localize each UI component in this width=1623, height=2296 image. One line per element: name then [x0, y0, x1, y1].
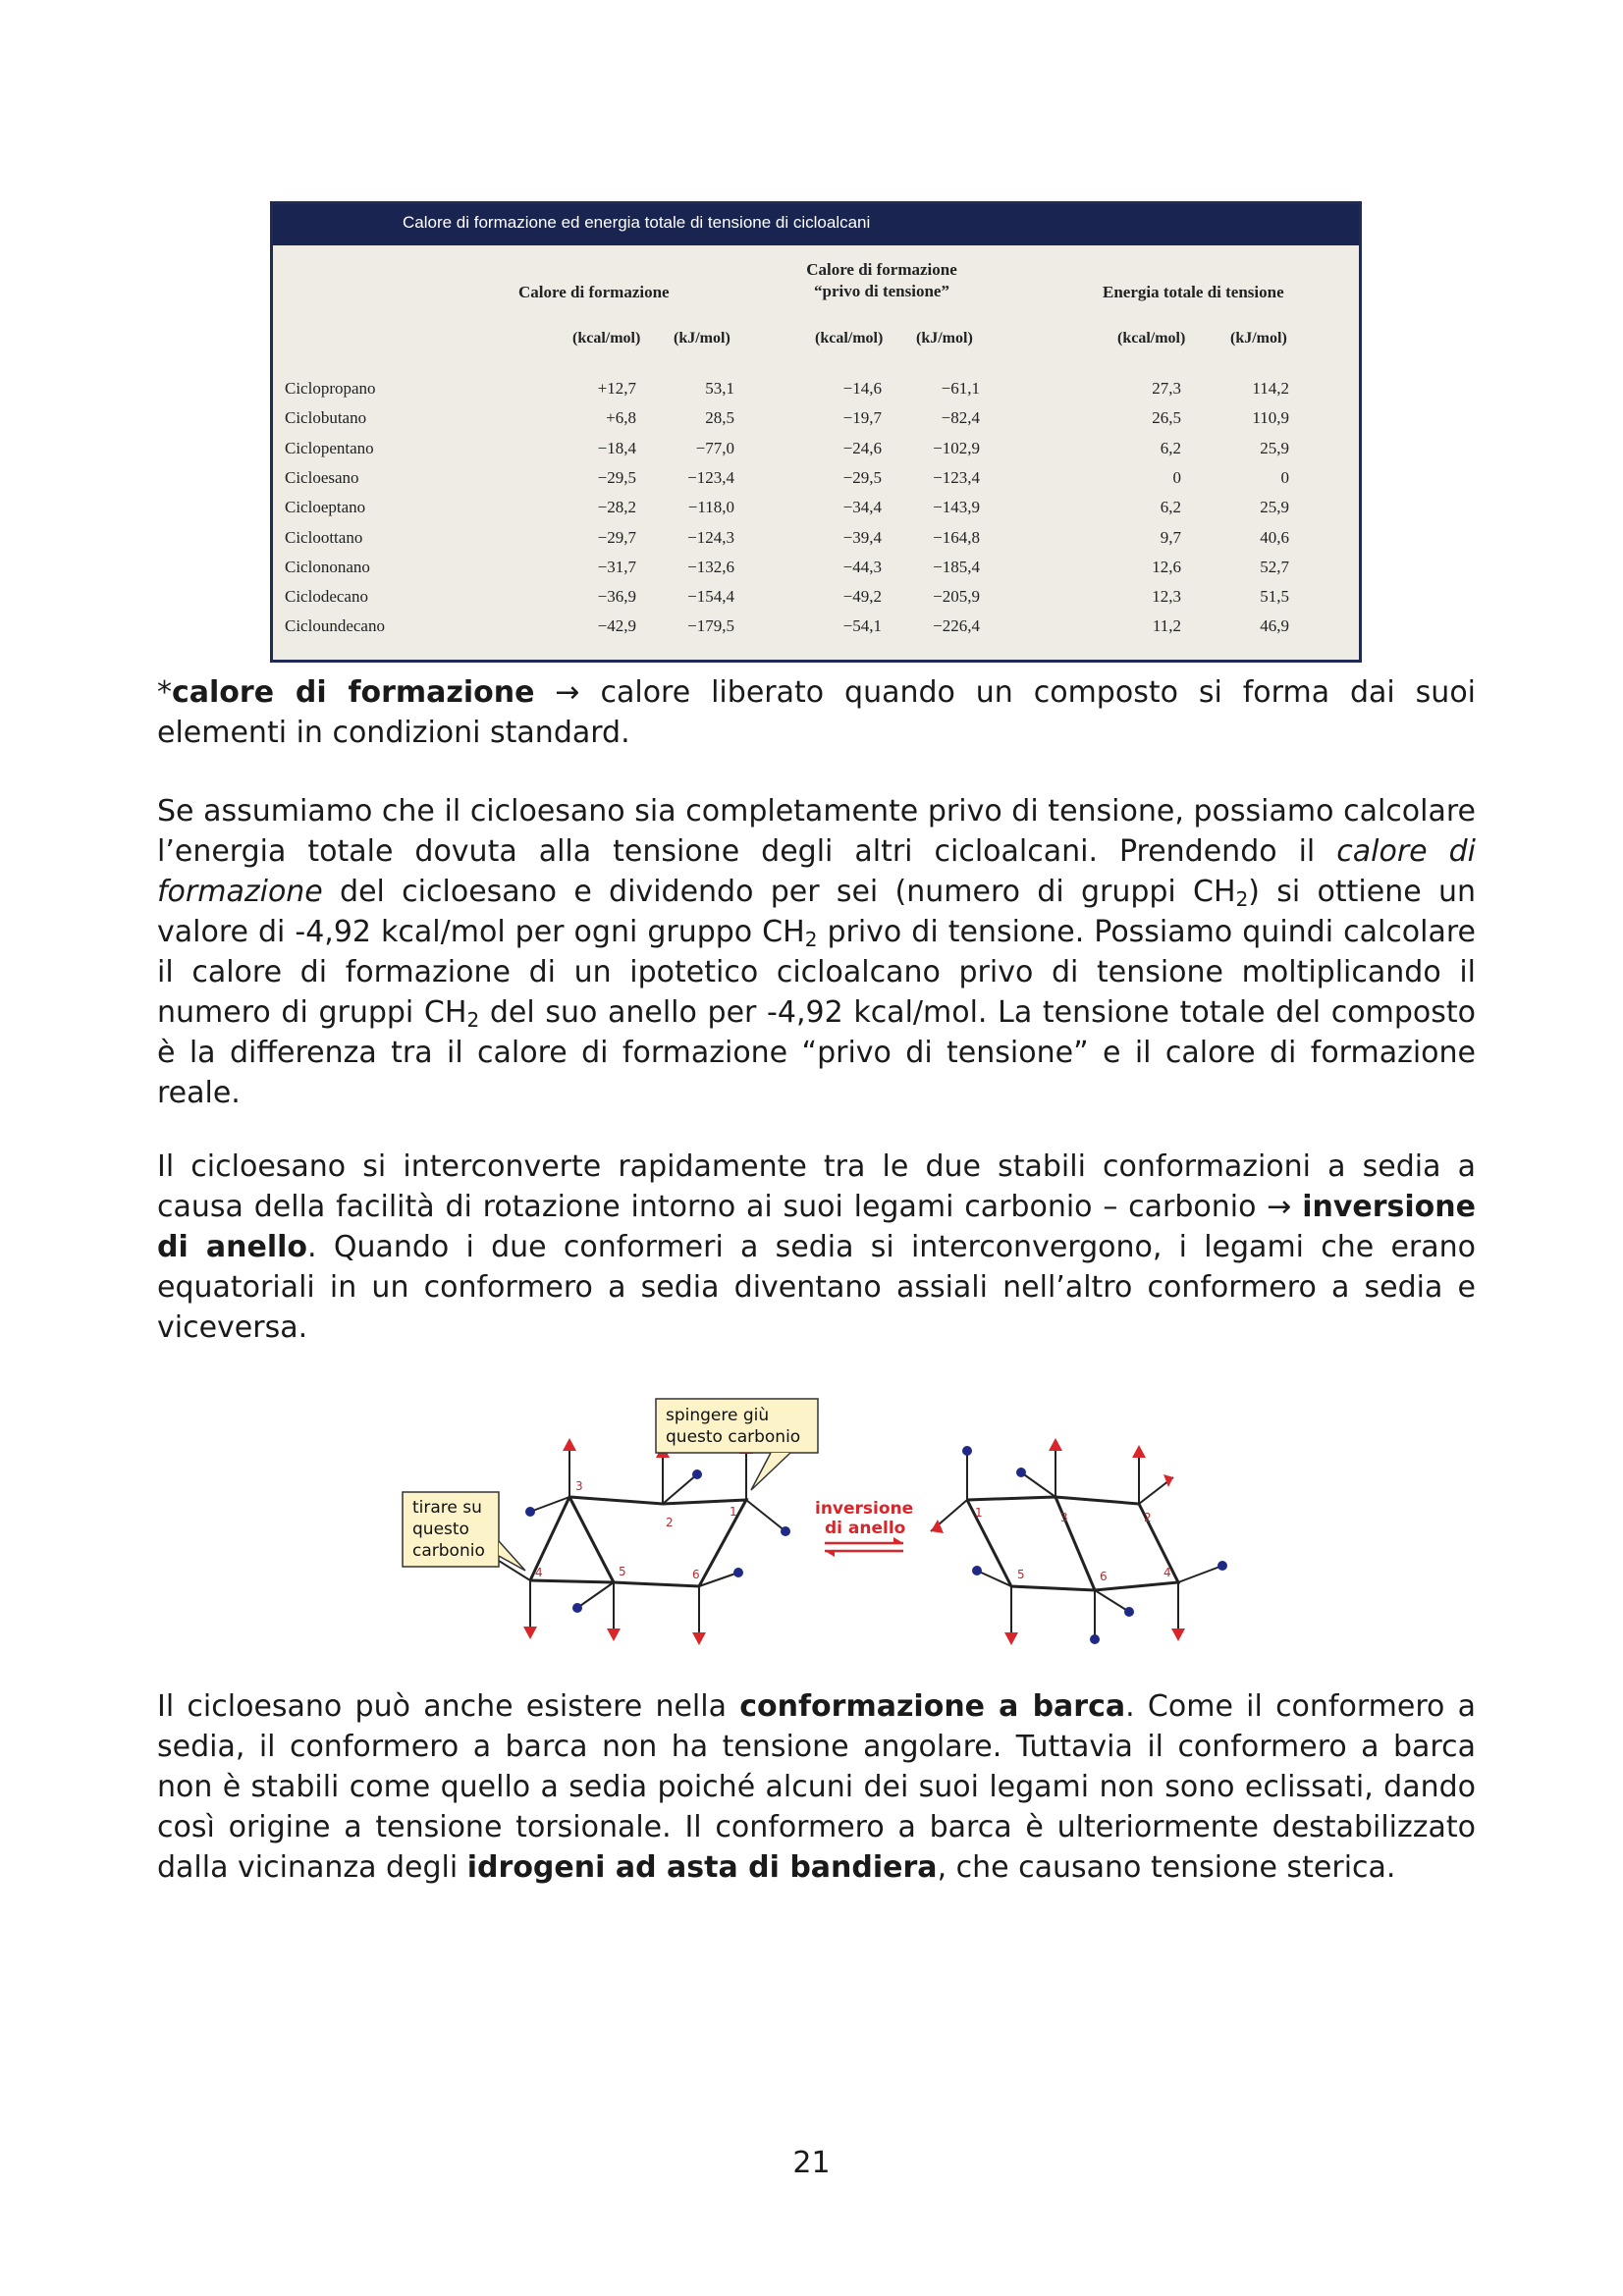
table-cell: −29,5 [842, 467, 882, 487]
table-figure [270, 201, 1362, 663]
table-cell: 6,2 [1160, 498, 1181, 517]
boat-text-1: Il cicloesano può anche esistere nella [157, 1689, 740, 1724]
pull-label-2: questo [412, 1520, 469, 1539]
table-cell: −143,9 [933, 498, 980, 517]
table-cell: +6,8 [606, 408, 636, 428]
left-c1-label: 1 [730, 1505, 737, 1519]
col-group-strainfree-2: “privo di tensione” [814, 282, 949, 300]
right-axial-atoms [931, 1438, 1185, 1645]
table-cell: 110,9 [1252, 408, 1289, 428]
col-group-heat: Calore di formazione [518, 283, 670, 301]
table-cell: −42,9 [597, 616, 636, 636]
definition-arrow: → [534, 675, 601, 710]
table-cell: 28,5 [705, 408, 734, 428]
unit-hf-kj: (kJ/mol) [674, 330, 730, 347]
table-cell: −102,9 [933, 438, 980, 457]
right-c5-label: 5 [1017, 1568, 1025, 1581]
table-title: Calore di formazione ed energia totale di tensione di cicloalcani [403, 213, 871, 232]
table-cell: −185,4 [933, 557, 980, 576]
table-row-label: Cicloottano [285, 527, 363, 547]
table-row-label: Cicloundecano [285, 616, 385, 636]
left-chair-ring [530, 1497, 746, 1586]
table-cell: 40,6 [1260, 527, 1289, 547]
boat-term: conformazione a barca [739, 1689, 1126, 1724]
table-row-label: Cicloesano [285, 467, 359, 487]
push-down-callout [656, 1399, 818, 1490]
col-group-strainfree-1: Calore di formazione [806, 260, 957, 279]
table-cell: −123,4 [933, 467, 980, 487]
definition-star: * [157, 675, 172, 710]
pull-up-callout [403, 1492, 525, 1571]
ring-flip-term: inversione di anello [157, 1190, 1476, 1264]
table-cell: −34,4 [842, 498, 882, 517]
strain-paragraph [157, 791, 1476, 1113]
ring-flip-text-1: Il cicloesano si interconverte rapidamente tra le due stabili conformazioni a sedia a causa della facilità di rotazione intorno ai suoi legami carbonio – carbonio → [157, 1149, 1476, 1224]
boat-text-3: , che causano tensione sterica. [937, 1850, 1396, 1885]
table-cell: −49,2 [842, 587, 882, 607]
table-cell: −205,9 [933, 587, 980, 607]
boat-text-2: . Come il conformero a sedia, il conformero a barca non ha tensione angolare. Tuttavia il conformero a barca non è stabili come quello a sedia poiché alcuni dei suoi legami non sono eclissati, dando così origine a tensione torsionale. Il conformero a barca è ulteriormente destabilizzato dalla vicinanza degli [157, 1689, 1476, 1885]
definition-term: calore di formazione [172, 675, 535, 710]
ring-inversion-equilibrium [815, 1499, 913, 1557]
strain-text-3: ) si ottiene un valore di -4,92 kcal/mol per ogni gruppo CH [157, 875, 1476, 949]
unit-et-kcal: (kcal/mol) [1117, 330, 1186, 347]
table-cell: 51,5 [1260, 587, 1289, 607]
table-cell: −28,2 [597, 498, 636, 517]
table-cell: 53,1 [705, 379, 734, 398]
subscript-2: 2 [1235, 887, 1249, 911]
pull-label-1: tirare su [412, 1498, 482, 1518]
table-row-label: Ciclopentano [285, 438, 374, 457]
table-cell: 25,9 [1260, 438, 1289, 457]
boat-paragraph [157, 1686, 1476, 1888]
inversion-label-1: inversione [815, 1499, 914, 1519]
table-cell: −29,5 [597, 467, 636, 487]
unit-pf-kj: (kJ/mol) [916, 330, 973, 347]
ring-flip-paragraph [157, 1147, 1476, 1348]
table-cell: −123,4 [687, 467, 734, 487]
table-cell: −14,6 [842, 379, 882, 398]
page-number: 21 [792, 2146, 831, 2180]
push-label-2: questo carbonio [666, 1427, 801, 1447]
table-cell: 11,2 [1152, 616, 1181, 636]
table-title-bar [273, 204, 1359, 245]
left-c6-label: 6 [692, 1568, 700, 1581]
left-c2-label: 2 [666, 1516, 674, 1529]
right-axial-bonds [967, 1448, 1178, 1639]
left-axial-atoms [523, 1438, 753, 1645]
table-cell: 9,7 [1160, 527, 1181, 547]
pull-label-3: carbonio [412, 1541, 485, 1561]
table-cell: 26,5 [1152, 408, 1181, 428]
table-cell: −77,0 [695, 438, 734, 457]
table-cell: 46,9 [1260, 616, 1289, 636]
table-row-label: Ciclodecano [285, 587, 368, 607]
table-cell: −82,4 [941, 408, 980, 428]
left-equatorial-bonds [491, 1474, 785, 1608]
subscript-2: 2 [804, 928, 818, 951]
left-c5-label: 5 [619, 1565, 626, 1578]
table-cell: −36,9 [597, 587, 636, 607]
flagpole-term: idrogeni ad asta di bandiera [466, 1850, 938, 1885]
right-c1-label: 1 [975, 1506, 983, 1520]
strain-text-4: privo di tensione. Possiamo quindi calcolare il calore di formazione di un ipotetico cicloalcano privo di tensione moltiplicando il numero di gruppi CH [157, 915, 1476, 1030]
table-row-label: Cicloeptano [285, 498, 366, 517]
table-cell: −132,6 [687, 557, 734, 576]
table-cell: 0 [1280, 467, 1289, 487]
table-cell: −164,8 [933, 527, 980, 547]
table-cell: −31,7 [597, 557, 636, 576]
table-cell: −54,1 [842, 616, 882, 636]
table-cell: −124,3 [687, 527, 734, 547]
table-cell: 12,3 [1152, 587, 1181, 607]
table-cell: 12,6 [1152, 557, 1181, 576]
table-cell: −19,7 [842, 408, 882, 428]
table-cell: 27,3 [1152, 379, 1181, 398]
table-cell: 52,7 [1260, 557, 1289, 576]
right-c3-label: 3 [1060, 1511, 1068, 1524]
left-carbon-numbers [535, 1479, 737, 1581]
push-label-1: spingere giù [666, 1406, 770, 1425]
left-equatorial-atoms [486, 1469, 790, 1613]
inversion-label-2: di anello [825, 1519, 906, 1538]
table-cell: −24,6 [842, 438, 882, 457]
left-axial-bonds [530, 1448, 746, 1635]
table-cell: −154,4 [687, 587, 734, 607]
definition-paragraph [157, 672, 1476, 753]
table-row-label: Ciclononano [285, 557, 370, 576]
table-cell: −18,4 [597, 438, 636, 457]
right-c6-label: 6 [1100, 1570, 1108, 1583]
left-c3-label: 3 [575, 1479, 583, 1493]
table-cell: 114,2 [1252, 379, 1289, 398]
strain-text-5: del suo anello per -4,92 kcal/mol. La tensione totale del composto è la differenza tra il calore di formazione “privo di tensione” e il calore di formazione reale. [157, 995, 1477, 1110]
table-cell: −44,3 [842, 557, 882, 576]
unit-pf-kcal: (kcal/mol) [815, 330, 884, 347]
ring-flip-diagram [393, 1394, 1247, 1649]
strain-italic-term: calore di formazione [157, 834, 1476, 909]
table-cell: −61,1 [941, 379, 980, 398]
table-cell: −179,5 [687, 616, 734, 636]
unit-et-kj: (kJ/mol) [1230, 330, 1287, 347]
col-group-strain-energy: Energia totale di tensione [1103, 283, 1284, 301]
left-c4-label: 4 [535, 1566, 543, 1579]
table-cell: 25,9 [1260, 498, 1289, 517]
table-cell: −118,0 [687, 498, 734, 517]
table-cell: −226,4 [933, 616, 980, 636]
table-cell: −29,7 [597, 527, 636, 547]
table-cell: +12,7 [597, 379, 636, 398]
right-c2-label: 2 [1144, 1511, 1152, 1524]
strain-text-1: Se assumiamo che il cicloesano sia completamente privo di tensione, possiamo calcolare l’energia totale dovuta alla tensione degli altri cicloalcani. Prendendo il [157, 794, 1476, 869]
table-row-label: Ciclopropano [285, 379, 376, 398]
right-c4-label: 4 [1163, 1566, 1171, 1579]
table-cell: 6,2 [1160, 438, 1181, 457]
definition-text: calore liberato quando un composto si forma dai suoi elementi in condizioni standard. [157, 675, 1477, 750]
table-row-label: Ciclobutano [285, 408, 367, 428]
ring-flip-text-2: . Quando i due conformeri a sedia si interconvergono, i legami che erano equatoriali in un conformero a sedia diventano assiali nell’altro conformero a sedia e viceversa. [157, 1230, 1477, 1345]
table-cell: −39,4 [842, 527, 882, 547]
subscript-2: 2 [466, 1008, 480, 1032]
strain-text-2: del cicloesano e dividendo per sei (numero di gruppi CH [322, 875, 1236, 909]
table-cell: 0 [1172, 467, 1181, 487]
unit-hf-kcal: (kcal/mol) [572, 330, 641, 347]
